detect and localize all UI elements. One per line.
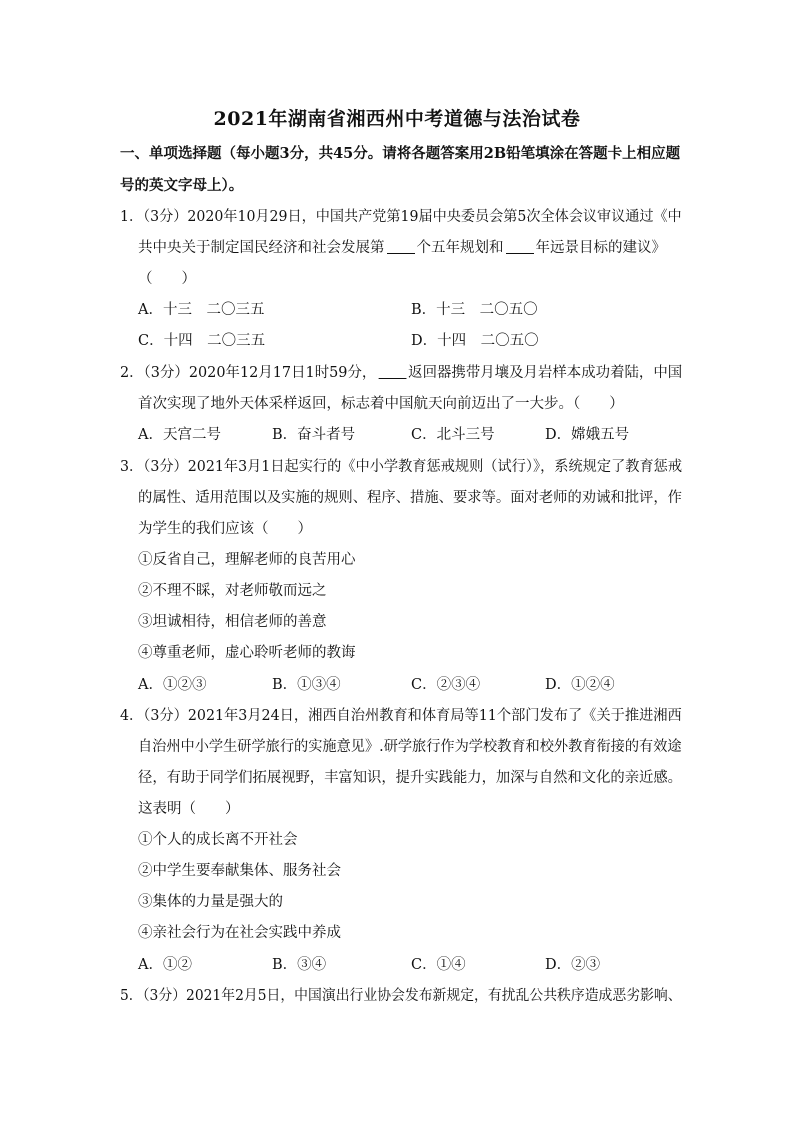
q1-stem-part-a: 共中央关于制定国民经济和社会发展第: [138, 240, 385, 256]
q2-stem-part-b: 返回器携带月壤及月岩样本成功着陆，中国: [408, 365, 683, 381]
q3-option-c: C．②③④: [411, 677, 481, 693]
q4-stem-line3: 径，有助于同学们拓展视野，丰富知识，提升实践能力，加深与自然和文化的亲近感。: [138, 770, 682, 786]
q1-option-a: A．十三 二〇三五: [138, 302, 265, 318]
q3-statement-4: ④尊重老师，虚心聆听老师的教诲: [138, 645, 356, 661]
q2-option-a: A．天宫二号: [138, 427, 221, 443]
q3-stem-line1: 3．（3分）2021年3月1日起实行的《中小学教育惩戒规则（试行）》，系统规定了教育惩戒: [120, 459, 683, 475]
q2-option-c: C．北斗三号: [411, 427, 495, 443]
q1-answer-paren: （ ）: [138, 271, 196, 287]
q4-statement-3: ③集体的力量是强大的: [138, 894, 283, 910]
q2-stem-part-a: 2．（3分）2020年12月17日1时59分，: [120, 365, 377, 381]
page-title: 2021年湖南省湘西州中考道德与法治试卷: [213, 108, 581, 130]
q1-blank-2: [506, 239, 534, 254]
q3-option-d: D．①②④: [545, 677, 615, 693]
q4-option-a: A．①②: [138, 957, 192, 973]
q1-stem-part-c: 年远景目标的建议》: [535, 240, 666, 256]
q1-option-b: B．十三 二〇五〇: [411, 302, 538, 318]
section-instruction-line2: 号的英文字母上）。: [120, 177, 244, 194]
q2-blank: [378, 364, 406, 379]
q4-option-d: D．②③: [545, 957, 601, 973]
q3-option-b: B．①③④: [272, 677, 341, 693]
q4-statement-1: ①个人的成长离不开社会: [138, 832, 298, 848]
q1-option-d: D．十四 二〇五〇: [411, 333, 539, 349]
q3-stem-line3: 为学生的我们应该（ ）: [138, 521, 312, 537]
q4-statement-4: ④亲社会行为在社会实践中养成: [138, 925, 341, 941]
q2-option-d: D．嫦娥五号: [545, 427, 630, 443]
q1-stem-line2: [138, 238, 666, 258]
q3-statement-2: ②不理不睬，对老师敬而远之: [138, 583, 327, 599]
q3-option-a: A．①②③: [138, 677, 207, 693]
q1-stem-part-b: 个五年规划和: [416, 240, 504, 256]
q5-stem-line1: 5．（3分）2021年2月5日，中国演出行业协会发布新规定，有扰乱公共秩序造成恶劣影响、: [120, 988, 682, 1004]
q2-option-b: B．奋斗者号: [272, 427, 356, 443]
q4-stem-line2: 自治州中小学生研学旅行的实施意见》.研学旅行作为学校教育和校外教育衔接的有效途: [138, 739, 682, 755]
q1-stem-line1: 1．（3分）2020年10月29日，中国共产党第19届中央委员会第5次全体会议审议通过《中: [120, 209, 682, 225]
q4-stem-line4: 这表明（ ）: [138, 801, 240, 817]
q3-stem-line2: 的属性、适用范围以及实施的规则、程序、措施、要求等。面对老师的劝诫和批评，作: [138, 490, 682, 506]
q3-statement-1: ①反省自己，理解老师的良苦用心: [138, 552, 356, 568]
q4-option-c: C．①④: [411, 957, 466, 973]
q4-option-b: B．③④: [272, 957, 327, 973]
q4-stem-line1: 4．（3分）2021年3月24日，湘西自治州教育和体育局等11个部门发布了《关于推进湘西: [120, 708, 682, 724]
q1-option-c: C．十四 二〇三五: [138, 333, 266, 349]
q3-statement-3: ③坦诚相待，相信老师的善意: [138, 614, 327, 630]
q4-statement-2: ②中学生要奉献集体、服务社会: [138, 863, 341, 879]
q2-stem-line1: [120, 363, 682, 383]
q2-stem-line2: 首次实现了地外天体采样返回，标志着中国航天向前迈出了一大步。（ ）: [138, 396, 624, 412]
section-instruction-line1: 一、单项选择题（每小题3分，共45分。请将各题答案用2B铅笔填涂在答题卡上相应题: [120, 145, 681, 162]
q1-blank-1: [387, 239, 415, 254]
